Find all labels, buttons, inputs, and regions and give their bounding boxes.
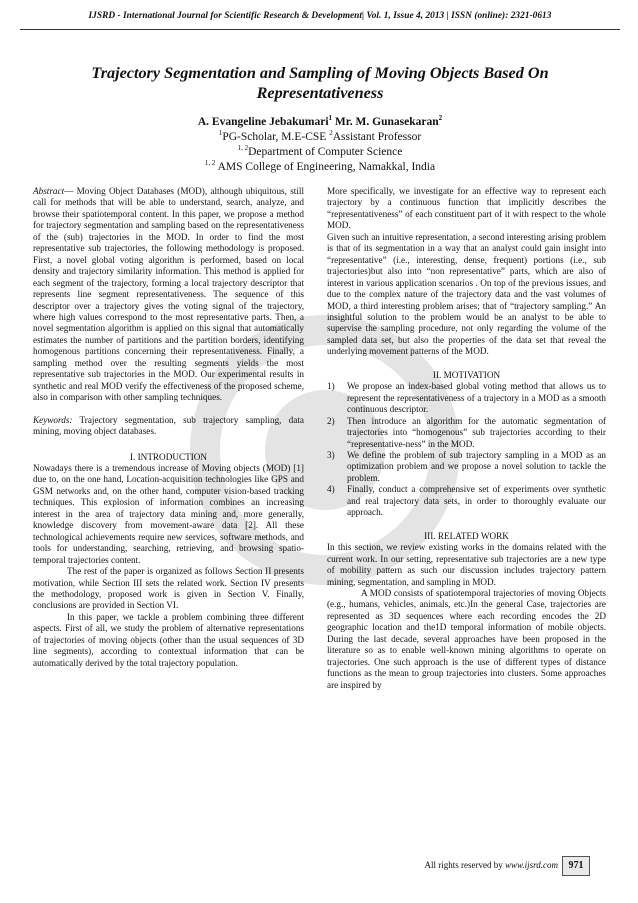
header-rule bbox=[20, 29, 620, 30]
keywords-label: Keywords: bbox=[33, 414, 73, 425]
keywords-text: Trajectory segmentation, sub trajectory sampling, data mining, moving object databases. bbox=[33, 414, 304, 437]
list-item-number: 3) bbox=[327, 449, 335, 460]
related-paragraph-2: A MOD consists of spatiotemporal trajectories of moving Objects (e.g., humans, vehicles, animals, etc.)In the general Case, trajectories are represented as 3D sequences where each recording encodes the 2D geographic location and the1D temporal information of mobile objects. During the last decade, several approaches have been proposed in the literature so as to enable well-known mining algorithms to operate on trajectories. One such approach is the use of different types of distance functions as the mean to group trajectories into clusters. Some approaches are inspired by bbox=[327, 587, 606, 690]
section-motivation-heading: II. MOTIVATION bbox=[432, 369, 501, 380]
list-item bbox=[327, 381, 606, 415]
intro-paragraph-1: Nowadays there is a tremendous increase of Moving objects (MOD) [1] due to, on the one hand, Location-acquisition technologies like GPS and GSM networks and, on the other hand, computer vision-based tracking techniques. This explosion of information combines an increasing interest in the area of trajectory data mining and, more generally, knowledge discovery from movement-aware data [2]. All these technological achievements require new services, software methods, and tools for understanding, searching, retrieving, and browsing spatio-temporal trajectories content. bbox=[33, 462, 304, 565]
affiliation-role bbox=[80, 130, 560, 145]
list-item-number: 2) bbox=[327, 415, 335, 426]
affil-dept-sup: 1, 2 bbox=[237, 144, 249, 153]
left-column bbox=[33, 186, 304, 669]
affil-college-sup: 1, 2 bbox=[204, 159, 216, 168]
list-item-number: 1) bbox=[327, 381, 335, 392]
list-item bbox=[327, 450, 606, 484]
page-number: 971 bbox=[562, 856, 590, 876]
abstract-text: — Moving Object Databases (MOD), although ubiquitous, still call for methods that will be able to understand, search, analyze, and browse their spatiotemporal content. In this paper, we propose a method for trajectory segmentation and sampling based on the representativeness of the (sub) trajectories in the MOD. In order to find the most representative sub trajectories, the following methodology is proposed. First, a novel global voting algorithm is performed, based on local density and trajectory similarity information. This method is applied for each segment of the trajectory, forming a local trajectory descriptor that represents line segment representativeness. The sequence of this descriptor over a trajectory gives the voting signal of the trajectory, where high values correspond to the most representative parts. Then, a novel segmentation algorithm is applied on this signal that automatically estimates the number of partitions and the partition borders, identifying homogenous partitions concerning their representativeness. Finally, a sampling method over the resulting segments yields the most representative sub trajectories in the MOD. Our experimental results in synthetic and real MOD verify the effectiveness of the proposed scheme, also in comparison with other sampling techniques. bbox=[33, 186, 304, 403]
author-block bbox=[80, 115, 560, 175]
motivation-list bbox=[327, 381, 606, 518]
paper-title: Trajectory Segmentation and Sampling of Moving Objects Based On Representativeness bbox=[91, 64, 549, 102]
intro-paragraph-2: The rest of the paper is organized as follows Section II presents motivation, while Section III sets the related work. Section IV presents the methodology, proposed work is given in Section V. Finally, conclusions are provided in Section VI. bbox=[33, 566, 304, 611]
footer-url-link[interactable]: www.ijsrd.com bbox=[504, 860, 558, 870]
affil-role-1: PG-Scholar, M.E-CSE bbox=[222, 131, 330, 143]
list-item-number: 4) bbox=[327, 484, 335, 495]
list-item bbox=[327, 416, 606, 450]
list-item bbox=[327, 484, 606, 518]
section-related-work-heading: III. RELATED WORK bbox=[424, 530, 509, 541]
abstract bbox=[33, 186, 304, 404]
author-names bbox=[80, 115, 560, 130]
list-item-text: Then introduce an algorithm for the automatic segmentation of trajectories into “homogenous” sub trajectories according to their “representative-ness” in the MOD. bbox=[347, 415, 606, 449]
author-1: A. Evangeline Jebakumari bbox=[197, 116, 329, 128]
list-item-text: We define the problem of sub trajectory sampling in a MOD as an optimization problem and we propose a novel solution to tackle the problem. bbox=[347, 449, 606, 483]
affiliation-college bbox=[80, 160, 560, 175]
right-column bbox=[327, 186, 606, 691]
section-introduction-heading: I. INTRODUCTION bbox=[129, 451, 208, 462]
journal-header-text: IJSRD - International Journal for Scientific Research & Development| Vol. 1, Issue 4, 2013 | ISSN (online): 2321-0613 bbox=[88, 11, 552, 21]
intro-paragraph-3: In this paper, we tackle a problem combining three different aspects. First of all, we study the problem of alternative representations of trajectories of moving objects (other than the usual sequences of 3D line segments), according to contextual information that can be automatically derived by the total trajectory population. bbox=[33, 611, 304, 668]
footer-rights bbox=[425, 860, 559, 870]
affil-dept: Department of Computer Science bbox=[248, 146, 403, 158]
affil-role-sup-1: 1 bbox=[218, 129, 223, 138]
footer-rights-text: All rights reserved by bbox=[424, 860, 505, 870]
journal-header bbox=[20, 6, 620, 30]
right-paragraph-1: More specifically, we investigate for an effective way to represent each trajectory by a continuous function that implicitly describes the “representativeness” of each constituent part of it with respect to the whole MOD. bbox=[327, 186, 606, 231]
abstract-label: Abstract bbox=[33, 186, 65, 196]
right-paragraph-2: Given such an intuitive representation, a second interesting arising problem is that of its segmentation in a way that an analyst could gain insight into “representative” (i.e., interesting, dense, frequent) portions (i.e., sub trajectories)but also into “non representative” parts, which are also of interest in various application scenarios . On top of the previous issues, and due to the complex nature of the trajectory data and the vast volumes of MOD, a third interesting problem arises; that of “trajectory sampling.” An insightful solution to the problem would be an analyst to be able to supervise the sampling procedure, not only regarding the volume of the sampled data set, but also the properties of the data set that reveal the underlying movement patterns of the MOD. bbox=[327, 231, 606, 357]
author-2-sup: 2 bbox=[438, 114, 443, 123]
list-item-text: Finally, conduct a comprehensive set of experiments over synthetic and real trajectory data sets, in order to thoroughly evaluate our approach. bbox=[347, 484, 606, 518]
related-paragraph-1: In this section, we review existing works in the domains related with the current work. In our setting, representative sub trajectories are a new type of mobility pattern as such our discussion includes trajectory pattern mining, segmentation, and sampling in MOD. bbox=[327, 542, 606, 587]
keywords bbox=[33, 415, 304, 438]
affil-role-sup-2: 2 bbox=[329, 129, 333, 138]
affil-role-2: Assistant Professor bbox=[332, 131, 422, 143]
author-2: Mr. M. Gunasekaran bbox=[332, 116, 439, 128]
page-footer bbox=[400, 856, 590, 876]
affil-college: AMS College of Engineering, Namakkal, India bbox=[215, 161, 436, 173]
list-item-text: We propose an index-based global voting method that allows us to represent the representativeness of a trajectory in a MOD as a smooth continuous descriptor. bbox=[347, 381, 606, 415]
affiliation-department bbox=[80, 145, 560, 160]
author-1-sup: 1 bbox=[328, 114, 333, 123]
